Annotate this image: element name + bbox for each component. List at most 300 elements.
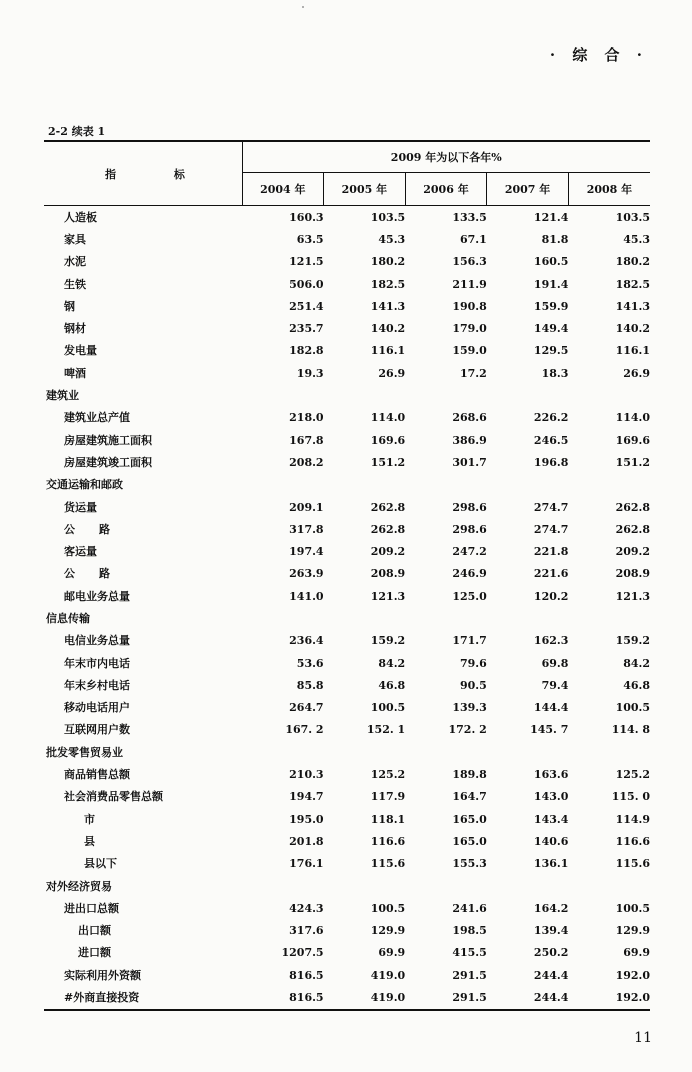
value-cell: 53.6 [296, 656, 324, 670]
value-cell: 192.0 [568, 986, 650, 1009]
category-row [44, 607, 650, 629]
value-cell: 121.3 [370, 589, 406, 603]
indicator-label [44, 295, 242, 317]
value-cell: 226.2 [533, 411, 569, 425]
year-header: 2008 年 [568, 173, 650, 206]
value-cell: 69.8 [541, 656, 569, 670]
value-cell [487, 875, 569, 897]
value-cell [324, 384, 406, 406]
table-row [44, 697, 650, 719]
value-cell: 140.2 [615, 322, 651, 336]
value-cell: 19.3 [296, 366, 324, 380]
indicator-label [44, 897, 242, 919]
value-cell: 264.7 [289, 701, 324, 715]
value-cell: 84.2 [378, 656, 406, 670]
value-cell: 816.5 [242, 986, 324, 1009]
group-header: 2009 年为以下各年% [242, 141, 650, 173]
indicator-label [44, 763, 242, 785]
value-cell: 114.9 [615, 812, 651, 826]
table-row [44, 563, 650, 585]
indicator-label [44, 830, 242, 852]
value-cell: 139.4 [533, 924, 569, 938]
value-cell: 155.3 [452, 857, 487, 871]
value-cell: 221.6 [533, 567, 569, 581]
table-row [44, 317, 650, 339]
year-header: 2006 年 [405, 173, 487, 206]
value-cell: 46.8 [623, 678, 651, 692]
indicator-label [44, 451, 242, 473]
indicator-label-text: 钢材 [64, 322, 86, 336]
value-cell: 69.9 [378, 946, 406, 960]
value-cell [324, 741, 406, 763]
value-cell [405, 875, 487, 897]
indicator-label-text: 钢 [64, 299, 75, 313]
value-cell: 159.2 [370, 634, 406, 648]
value-cell [568, 875, 650, 897]
value-cell: 141.3 [370, 299, 406, 313]
indicator-label-text: 年末市内电话 [64, 656, 130, 670]
table-row [44, 451, 650, 473]
value-cell: 250.2 [533, 946, 569, 960]
table-row [44, 763, 650, 785]
value-cell: 121.5 [289, 255, 324, 269]
value-cell: 201.8 [289, 834, 324, 848]
value-cell: 115.6 [615, 857, 651, 871]
value-cell: 115.6 [370, 857, 406, 871]
value-cell: 190.8 [452, 299, 487, 313]
indicator-label-text: 商品销售总额 [64, 768, 130, 782]
indicator-header-char-a: 指 [105, 167, 116, 181]
table-row [44, 228, 650, 250]
value-cell: 165.0 [452, 812, 487, 826]
indicator-label-text: 出口额 [78, 924, 111, 938]
indicator-label-text: 年末乡村电话 [64, 678, 130, 692]
category-label [44, 741, 242, 763]
value-cell: 143.0 [533, 790, 569, 804]
statistics-table [44, 140, 650, 1011]
value-cell: 151.2 [370, 455, 406, 469]
table-row [44, 920, 650, 942]
value-cell: 121.3 [615, 589, 651, 603]
indicator-label [44, 496, 242, 518]
value-cell: 816.5 [289, 968, 324, 982]
category-label [44, 474, 242, 496]
value-cell: 85.8 [296, 678, 324, 692]
value-cell: 145. 7 [530, 723, 569, 737]
table-row [44, 830, 650, 852]
value-cell: 125.0 [452, 589, 487, 603]
value-cell: 140.2 [370, 322, 406, 336]
indicator-label-text: 进口额 [78, 946, 111, 960]
value-cell: 262.8 [615, 500, 651, 514]
table-row [44, 719, 650, 741]
indicator-label [44, 920, 242, 942]
value-cell: 67.1 [459, 232, 487, 246]
indicator-label-text: 客运量 [64, 545, 97, 559]
indicator-label-text: 房屋建筑施工面积 [64, 433, 152, 447]
indicator-label-text: 货运量 [64, 500, 97, 514]
indicator-label-text: 发电量 [64, 344, 97, 358]
value-cell [487, 607, 569, 629]
value-cell: 118.1 [370, 812, 406, 826]
value-cell: 152. 1 [366, 723, 406, 737]
value-cell: 114.0 [615, 411, 651, 425]
value-cell: 415.5 [452, 946, 487, 960]
value-cell: 208.9 [615, 567, 651, 581]
indicator-label-text: 邮电业务总量 [64, 589, 130, 603]
value-cell: 180.2 [370, 255, 406, 269]
value-cell: 291.5 [452, 968, 487, 982]
value-cell [405, 607, 487, 629]
table-row [44, 407, 650, 429]
value-cell: 274.7 [533, 522, 569, 536]
indicator-label [44, 273, 242, 295]
indicator-label [44, 563, 242, 585]
table-row [44, 630, 650, 652]
table-row [44, 986, 650, 1009]
table-row [44, 273, 650, 295]
value-cell: 103.5 [615, 210, 651, 224]
indicator-label [44, 228, 242, 250]
value-cell: 141.0 [289, 589, 324, 603]
indicator-label-text: 县 [84, 834, 95, 848]
value-cell: 159.2 [615, 634, 651, 648]
value-cell: 133.5 [452, 210, 487, 224]
value-cell: 100.5 [615, 701, 651, 715]
indicator-label-text: 生铁 [64, 277, 86, 291]
value-cell: 129.5 [533, 344, 569, 358]
value-cell: 125.2 [615, 768, 651, 782]
category-label [44, 875, 242, 897]
value-cell: 160.3 [289, 210, 324, 224]
value-cell: 116.1 [370, 344, 406, 358]
value-cell: 182.5 [370, 277, 406, 291]
value-cell: 121.4 [533, 210, 569, 224]
indicator-label [44, 697, 242, 719]
value-cell [324, 875, 406, 897]
category-row [44, 875, 650, 897]
value-cell: 291.5 [405, 986, 487, 1009]
table-row [44, 251, 650, 273]
indicator-label-text: 互联网用户数 [64, 723, 130, 737]
value-cell: 160.5 [533, 255, 569, 269]
table-row [44, 585, 650, 607]
value-cell: 208.2 [289, 455, 324, 469]
indicator-label [44, 429, 242, 451]
category-row [44, 741, 650, 763]
value-cell [324, 607, 406, 629]
value-cell: 136.1 [533, 857, 569, 871]
value-cell [568, 474, 650, 496]
value-cell: 163.6 [533, 768, 569, 782]
table-row [44, 340, 650, 362]
indicator-label-text: 批发零售贸易业 [46, 745, 123, 759]
value-cell [405, 384, 487, 406]
indicator-header [44, 141, 242, 206]
value-cell: 251.4 [289, 299, 324, 313]
value-cell: 180.2 [615, 255, 651, 269]
value-cell: 156.3 [452, 255, 487, 269]
value-cell: 79.6 [459, 656, 487, 670]
value-cell: 218.0 [289, 411, 324, 425]
table-row [44, 518, 650, 540]
value-cell: 209.2 [370, 545, 406, 559]
value-cell: 129.9 [615, 924, 651, 938]
value-cell [568, 607, 650, 629]
indicator-label-text: 对外经济贸易 [46, 879, 112, 893]
value-cell: 197.4 [289, 545, 324, 559]
table-row [44, 897, 650, 919]
value-cell: 172. 2 [448, 723, 487, 737]
table-row [44, 540, 650, 562]
value-cell: 103.5 [370, 210, 406, 224]
value-cell: 419.0 [324, 986, 406, 1009]
value-cell: 386.9 [452, 433, 487, 447]
value-cell: 149.4 [533, 322, 569, 336]
indicator-label-text: 水泥 [64, 255, 86, 269]
value-cell: 114. 8 [611, 723, 651, 737]
value-cell: 298.6 [452, 500, 487, 514]
year-header: 2005 年 [324, 173, 406, 206]
indicator-label [44, 942, 242, 964]
value-cell: 247.2 [452, 545, 487, 559]
value-cell: 116.1 [615, 344, 651, 358]
indicator-label [44, 674, 242, 696]
category-row [44, 474, 650, 496]
value-cell: 209.1 [289, 500, 324, 514]
indicator-label [44, 407, 242, 429]
value-cell: 164.2 [533, 901, 569, 915]
value-cell: 81.8 [541, 232, 569, 246]
table-number: 2-2 续表 1 [48, 125, 106, 138]
value-cell: 26.9 [378, 366, 406, 380]
indicator-label-text: #外商直接投资 [64, 991, 140, 1005]
value-cell [405, 741, 487, 763]
value-cell: 140.6 [533, 834, 569, 848]
indicator-label-text: 市 [84, 812, 95, 826]
statistics-table-container [44, 140, 650, 1011]
value-cell [487, 474, 569, 496]
value-cell: 169.6 [615, 433, 651, 447]
value-cell: 182.5 [615, 277, 651, 291]
value-cell [405, 474, 487, 496]
value-cell: 274.7 [533, 500, 569, 514]
value-cell: 298.6 [452, 522, 487, 536]
indicator-label [44, 585, 242, 607]
value-cell: 196.8 [533, 455, 569, 469]
table-row [44, 674, 650, 696]
indicator-label [44, 362, 242, 384]
value-cell: 235.7 [289, 322, 324, 336]
value-cell: 191.4 [533, 277, 569, 291]
table-row [44, 429, 650, 451]
indicator-label-text: 公路 [64, 522, 134, 536]
value-cell: 63.5 [296, 232, 324, 246]
table-row [44, 295, 650, 317]
value-cell: 262.8 [370, 500, 406, 514]
value-cell: 139.3 [452, 701, 487, 715]
indicator-label-text: 房屋建筑竣工面积 [64, 455, 152, 469]
value-cell: 115. 0 [611, 790, 651, 804]
year-header: 2004 年 [242, 173, 324, 206]
category-row [44, 384, 650, 406]
indicator-label-text: 电信业务总量 [64, 634, 130, 648]
table-row [44, 362, 650, 384]
value-cell: 151.2 [615, 455, 651, 469]
indicator-label-text: 人造板 [64, 210, 97, 224]
table-row [44, 652, 650, 674]
value-cell: 116.6 [615, 834, 651, 848]
value-cell: 143.4 [533, 812, 569, 826]
value-cell: 236.4 [289, 634, 324, 648]
value-cell: 45.3 [378, 232, 406, 246]
value-cell: 195.0 [289, 812, 324, 826]
indicator-label-text: 信息传输 [46, 611, 90, 625]
value-cell: 129.9 [370, 924, 406, 938]
value-cell: 419.0 [370, 968, 406, 982]
value-cell: 117.9 [370, 790, 406, 804]
value-cell [487, 384, 569, 406]
value-cell: 210.3 [289, 768, 324, 782]
value-cell: 159.9 [533, 299, 569, 313]
value-cell: 100.5 [615, 901, 651, 915]
value-cell: 221.8 [533, 545, 569, 559]
value-cell: 1207.5 [281, 946, 324, 960]
value-cell: 164.7 [452, 790, 487, 804]
value-cell: 84.2 [623, 656, 651, 670]
value-cell: 209.2 [615, 545, 651, 559]
value-cell: 17.2 [459, 366, 487, 380]
value-cell: 179.0 [452, 322, 487, 336]
value-cell [242, 474, 324, 496]
value-cell [242, 607, 324, 629]
value-cell: 182.8 [289, 344, 324, 358]
value-cell: 301.7 [452, 455, 487, 469]
section-title: · 综 合 · [549, 46, 648, 64]
category-label [44, 384, 242, 406]
indicator-label-text: 县以下 [84, 857, 117, 871]
value-cell [568, 741, 650, 763]
value-cell: 317.8 [289, 522, 324, 536]
value-cell: 120.2 [533, 589, 569, 603]
table-row [44, 786, 650, 808]
indicator-label [44, 719, 242, 741]
category-label [44, 607, 242, 629]
value-cell: 244.4 [487, 986, 569, 1009]
value-cell: 116.6 [370, 834, 406, 848]
value-cell [242, 384, 324, 406]
print-speck [302, 6, 304, 8]
value-cell: 69.9 [623, 946, 651, 960]
indicator-label [44, 540, 242, 562]
value-cell: 189.8 [452, 768, 487, 782]
value-cell: 45.3 [623, 232, 651, 246]
value-cell [324, 474, 406, 496]
indicator-label [44, 518, 242, 540]
indicator-label [44, 786, 242, 808]
value-cell: 262.8 [370, 522, 406, 536]
value-cell: 167. 2 [285, 723, 324, 737]
value-cell: 262.8 [615, 522, 651, 536]
value-cell: 211.9 [452, 277, 487, 291]
value-cell [487, 741, 569, 763]
value-cell: 100.5 [370, 701, 406, 715]
table-row [44, 496, 650, 518]
value-cell: 90.5 [459, 678, 487, 692]
value-cell [242, 741, 324, 763]
indicator-label [44, 986, 242, 1009]
indicator-label [44, 964, 242, 986]
indicator-label-text: 建筑业 [46, 389, 79, 403]
value-cell: 159.0 [452, 344, 487, 358]
value-cell: 162.3 [533, 634, 569, 648]
value-cell: 144.4 [533, 701, 569, 715]
value-cell: 198.5 [452, 924, 487, 938]
indicator-label-text: 交通运输和邮政 [46, 478, 123, 492]
indicator-header-char-b: 标 [173, 167, 185, 181]
value-cell: 169.6 [370, 433, 406, 447]
value-cell: 165.0 [452, 834, 487, 848]
indicator-label-text: 公路 [64, 567, 134, 581]
indicator-label-text: 家具 [64, 232, 86, 246]
indicator-label [44, 853, 242, 875]
page-number: 11 [634, 1030, 652, 1046]
table-row [44, 206, 650, 229]
indicator-label [44, 317, 242, 339]
value-cell [242, 875, 324, 897]
indicator-label-text: 啤酒 [64, 366, 86, 380]
indicator-label-text: 进出口总额 [64, 901, 119, 915]
value-cell: 46.8 [378, 678, 406, 692]
value-cell: 246.9 [452, 567, 487, 581]
indicator-label [44, 630, 242, 652]
indicator-label [44, 340, 242, 362]
indicator-label [44, 206, 242, 229]
indicator-label [44, 652, 242, 674]
value-cell: 79.4 [541, 678, 569, 692]
value-cell: 18.3 [541, 366, 569, 380]
value-cell: 194.7 [289, 790, 324, 804]
value-cell: 100.5 [370, 901, 406, 915]
value-cell: 268.6 [452, 411, 487, 425]
indicator-label-text: 实际利用外资额 [64, 968, 141, 982]
table-row [44, 964, 650, 986]
value-cell: 141.3 [615, 299, 651, 313]
table-body [44, 206, 650, 1010]
indicator-label [44, 808, 242, 830]
table-row [44, 942, 650, 964]
value-cell: 506.0 [289, 277, 324, 291]
indicator-label-text: 社会消费品零售总额 [64, 790, 163, 804]
indicator-label [44, 251, 242, 273]
table-row [44, 808, 650, 830]
value-cell: 26.9 [623, 366, 651, 380]
year-header: 2007 年 [487, 173, 569, 206]
value-cell: 244.4 [533, 968, 569, 982]
value-cell: 241.6 [452, 901, 487, 915]
indicator-label-text: 移动电话用户 [64, 701, 130, 715]
indicator-label-text: 建筑业总产值 [64, 411, 130, 425]
value-cell: 424.3 [289, 901, 324, 915]
value-cell: 192.0 [615, 968, 651, 982]
value-cell: 167.8 [289, 433, 324, 447]
value-cell: 176.1 [289, 857, 324, 871]
value-cell: 208.9 [370, 567, 406, 581]
value-cell: 263.9 [289, 567, 324, 581]
table-row [44, 853, 650, 875]
value-cell [568, 384, 650, 406]
value-cell: 125.2 [370, 768, 406, 782]
